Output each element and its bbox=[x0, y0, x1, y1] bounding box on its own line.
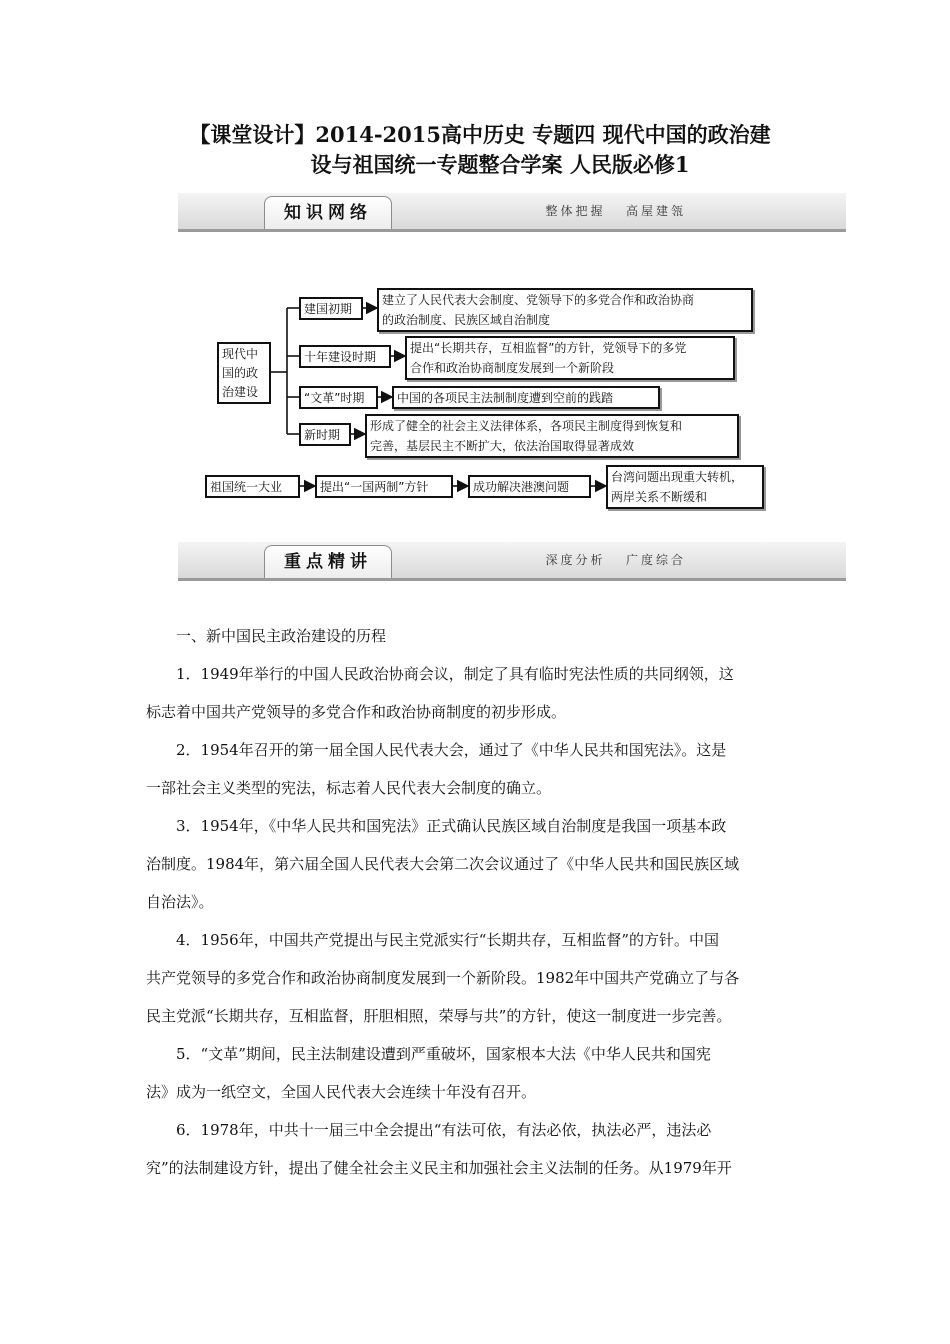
section-subtitle: 整体把握 高屋建瓴 bbox=[545, 204, 686, 218]
paragraph-line: 究”的法制建设方针，提出了健全社会主义民主和加强社会主义法制的任务。从1979年开 bbox=[146, 1159, 732, 1177]
diagram-root-node bbox=[217, 342, 271, 404]
desc-line: 两岸关系不断缓和 bbox=[611, 490, 708, 504]
unification-start-node bbox=[205, 475, 300, 498]
desc-line: 中国的各项民主法制制度遭到空前的践踏 bbox=[397, 391, 614, 405]
section-tab-label: 重点精讲 bbox=[264, 545, 392, 578]
section-header-key-points bbox=[178, 542, 846, 581]
period-node-new-era bbox=[299, 423, 351, 446]
desc-line: 的政治制度、民族区域自治制度 bbox=[382, 313, 551, 327]
unification-step-hk-macau bbox=[468, 475, 591, 498]
unification-end-taiwan bbox=[606, 465, 764, 509]
content-heading: 一、新中国民主政治建设的历程 bbox=[176, 627, 387, 645]
section-tab-label: 知识网络 bbox=[264, 196, 392, 229]
period-desc-new-era bbox=[365, 414, 739, 458]
paragraph-line: 自治法》。 bbox=[146, 893, 214, 911]
section-subtitle: 深度分析 广度综合 bbox=[545, 553, 686, 567]
period-desc-cultural-revolution bbox=[392, 386, 660, 409]
section-header-knowledge-network bbox=[178, 193, 846, 232]
root-node-label: 现代中国的政治建设 bbox=[222, 347, 259, 399]
unification-label: 祖国统一大业 bbox=[210, 480, 283, 494]
title-line-2: 设与祖国统一专题整合学案 人民版必修1 bbox=[310, 152, 690, 177]
paragraph-line: 一部社会主义类型的宪法，标志着人民代表大会制度的确立。 bbox=[146, 779, 552, 797]
paragraph-line: 治制度。1984年，第六届全国人民代表大会第二次会议通过了《中华人民共和国民族区域 bbox=[146, 855, 740, 873]
paragraph-line: 民主党派“长期共存，互相监督，肝胆相照，荣辱与共”的方针，使这一制度进一步完善。 bbox=[146, 1007, 732, 1025]
paragraph-line: 6．1978年，中共十一届三中全会提出“有法可依，有法必依，执法必严，违法必 bbox=[176, 1121, 712, 1139]
period-desc-founding bbox=[377, 288, 753, 332]
document-title bbox=[150, 120, 810, 180]
paragraph-line: 3．1954年，《中华人民共和国宪法》正式确认民族区域自治制度是我国一项基本政 bbox=[176, 817, 727, 835]
desc-line: 台湾问题出现重大转机， bbox=[611, 470, 744, 484]
paragraph-line: 共产党领导的多党合作和政治协商制度发展到一个新阶段。1982年中国共产党确立了与各 bbox=[146, 969, 740, 987]
paragraph-line: 标志着中国共产党领导的多党合作和政治协商制度的初步形成。 bbox=[146, 703, 567, 721]
paragraph-line: 法》成为一纸空文，全国人民代表大会连续十年没有召开。 bbox=[146, 1083, 537, 1101]
period-node-founding bbox=[299, 297, 363, 320]
period-node-cultural-revolution bbox=[299, 386, 378, 409]
paragraph-line: 4．1956年，中国共产党提出与民主党派实行“长期共存，互相监督”的方针。中国 bbox=[176, 931, 720, 949]
period-label: 建国初期 bbox=[304, 302, 353, 316]
desc-line: 合作和政治协商制度发展到一个新阶段 bbox=[410, 361, 615, 375]
desc-line: 建立了人民代表大会制度、党领导下的多党合作和政治协商 bbox=[382, 293, 695, 307]
main-content bbox=[146, 617, 812, 1187]
paragraph-line: 2．1954年召开的第一届全国人民代表大会，通过了《中华人民共和国宪法》。这是 bbox=[176, 741, 727, 759]
paragraph-line: 1．1949年举行的中国人民政治协商会议，制定了具有临时宪法性质的共同纲领，这 bbox=[176, 665, 734, 683]
unification-label: 提出“一国两制”方针 bbox=[320, 480, 429, 494]
period-label: “文革”时期 bbox=[304, 391, 365, 405]
unification-label: 成功解决港澳问题 bbox=[473, 480, 570, 494]
desc-line: 完善，基层民主不断扩大，依法治国取得显著成效 bbox=[370, 439, 635, 453]
desc-line: 提出“长期共存，互相监督”的方针，党领导下的多党 bbox=[410, 341, 687, 355]
desc-line: 形成了健全的社会主义法律体系，各项民主制度得到恢复和 bbox=[370, 419, 683, 433]
period-label: 新时期 bbox=[304, 428, 341, 442]
period-desc-ten-years bbox=[405, 336, 735, 380]
period-node-ten-years bbox=[299, 345, 391, 368]
period-label: 十年建设时期 bbox=[304, 350, 377, 364]
paragraph-line: 5．“文革”期间，民主法制建设遭到严重破坏，国家根本大法《中华人民共和国宪 bbox=[176, 1045, 711, 1063]
unification-step-one-country bbox=[315, 475, 453, 498]
title-line-1: 【课堂设计】2014-2015高中历史 专题四 现代中国的政治建 bbox=[189, 122, 771, 147]
knowledge-diagram bbox=[195, 262, 775, 522]
